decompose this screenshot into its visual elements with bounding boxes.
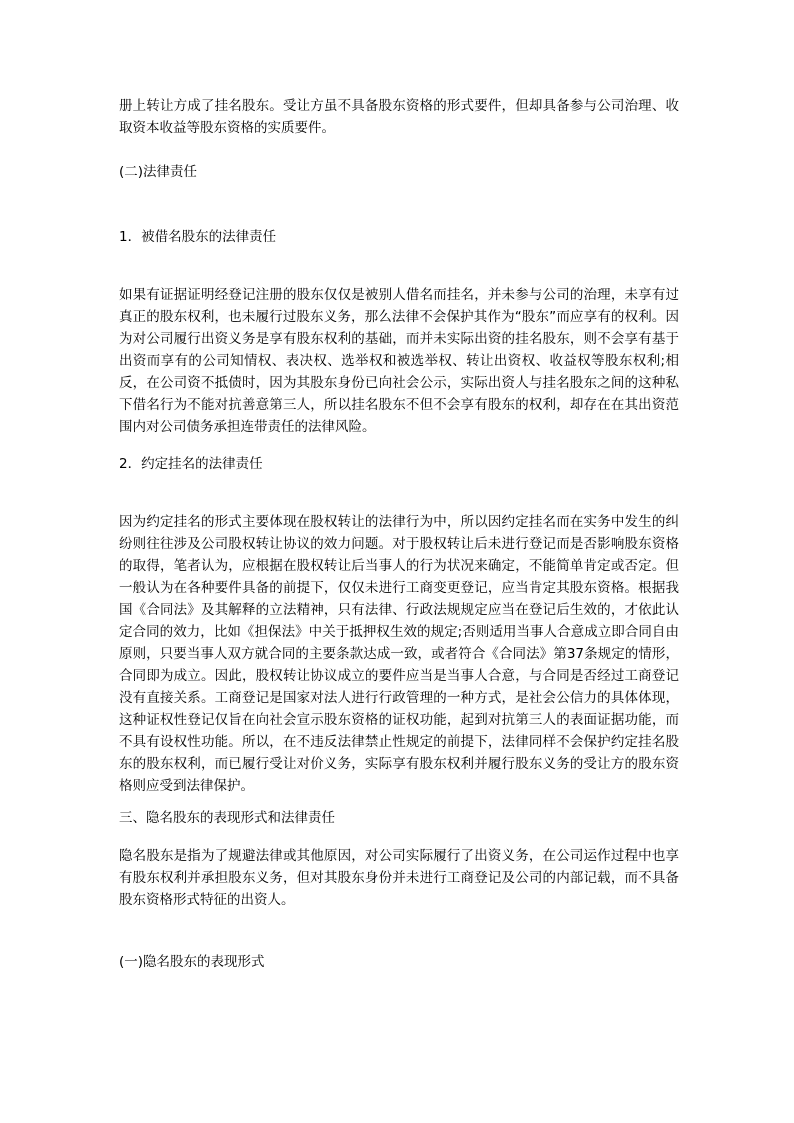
section-heading-legal-liability: (二)法律责任 [119, 164, 198, 180]
paragraph-hidden-shareholder-definition: 隐名股东是指为了规避法律或其他原因，对公司实际履行了出资义务，在公司运作过程中也享有股东权利并承担股东义务，但对其股东身份并未进行工商登记及公司的内部记载，而不具备股东资格形式特征的出资人。 [119, 848, 679, 908]
subheading-agreed-nominal-liability: 2．约定挂名的法律责任 [119, 456, 263, 472]
subheading-hidden-shareholder-forms: (一)隐名股东的表现形式 [119, 954, 265, 970]
paragraph-transfer-nominal: 册上转让方成了挂名股东。受让方虽不具备股东资格的形式要件，但却具备参与公司治理、收取资本收益等股东资格的实质要件。 [119, 98, 679, 136]
paragraph-agreed-nominal: 因为约定挂名的形式主要体现在股权转让的法律行为中，所以因约定挂名而在实务中发生的纠纷则往往涉及公司股权转让协议的效力问题。对于股权转让后未进行登记而是否影响股东资格的取得，笔者认为，应根据在股权转让后当事人的行为状况来确定，不能简单肯定或否定。但一般认为在各种要件具备的前提下，仅仅未进行工商变更登记，应当肯定其股东资格。根据我国《合同法》及其解释的立法精神，只有法律、行政法规规定应当在登记后生效的，才依此认定合同的效力，比如《担保法》中关于抵押权生效的规定;否则适用当事人合意成立即合同自由原则，只要当事人双方就合同的主要条款达成一致，或者符合《合同法》第37条规定的情形，合同即为成立。因此，股权转让协议成立的要件应当是当事人合意，与合同是否经过工商登记没有直接关系。工商登记是国家对法人进行行政管理的一种方式，是社会公信力的具体体现，这种证权性登记仅旨在向社会宣示股东资格的证权功能，起到对抗第三人的表面证据功能，而不具有设权性功能。所以，在不违反法律禁止性规定的前提下，法律同样不会保护约定挂名股东的股东权利，而已履行受让对价义务，实际享有股东权利并履行股东义务的受让方的股东资格则应受到法律保护。 [119, 514, 679, 794]
paragraph-borrowed-name: 如果有证据证明经登记注册的股东仅仅是被别人借名而挂名，并未参与公司的治理，未享有过真正的股东权利，也未履行过股东义务，那么法律不会保护其作为“股东”而应享有的权利。因为对公司履行出资义务是享有股东权利的基础，而并未实际出资的挂名股东，则不会享有基于出资而享有的公司知情权、表决权、选举权和被选举权、转让出资权、收益权等股东权利;相反，在公司资不抵债时，因为其股东身份已向社会公示，实际出资人与挂名股东之间的这种私下借名行为不能对抗善意第三人，所以挂名股东不但不会享有股东的权利，却存在在其出资范围内对公司债务承担连带责任的法律风险。 [119, 287, 679, 435]
subheading-borrowed-name-liability: 1．被借名股东的法律责任 [119, 229, 277, 245]
section-heading-hidden-shareholder: 三、隐名股东的表现形式和法律责任 [119, 810, 335, 826]
